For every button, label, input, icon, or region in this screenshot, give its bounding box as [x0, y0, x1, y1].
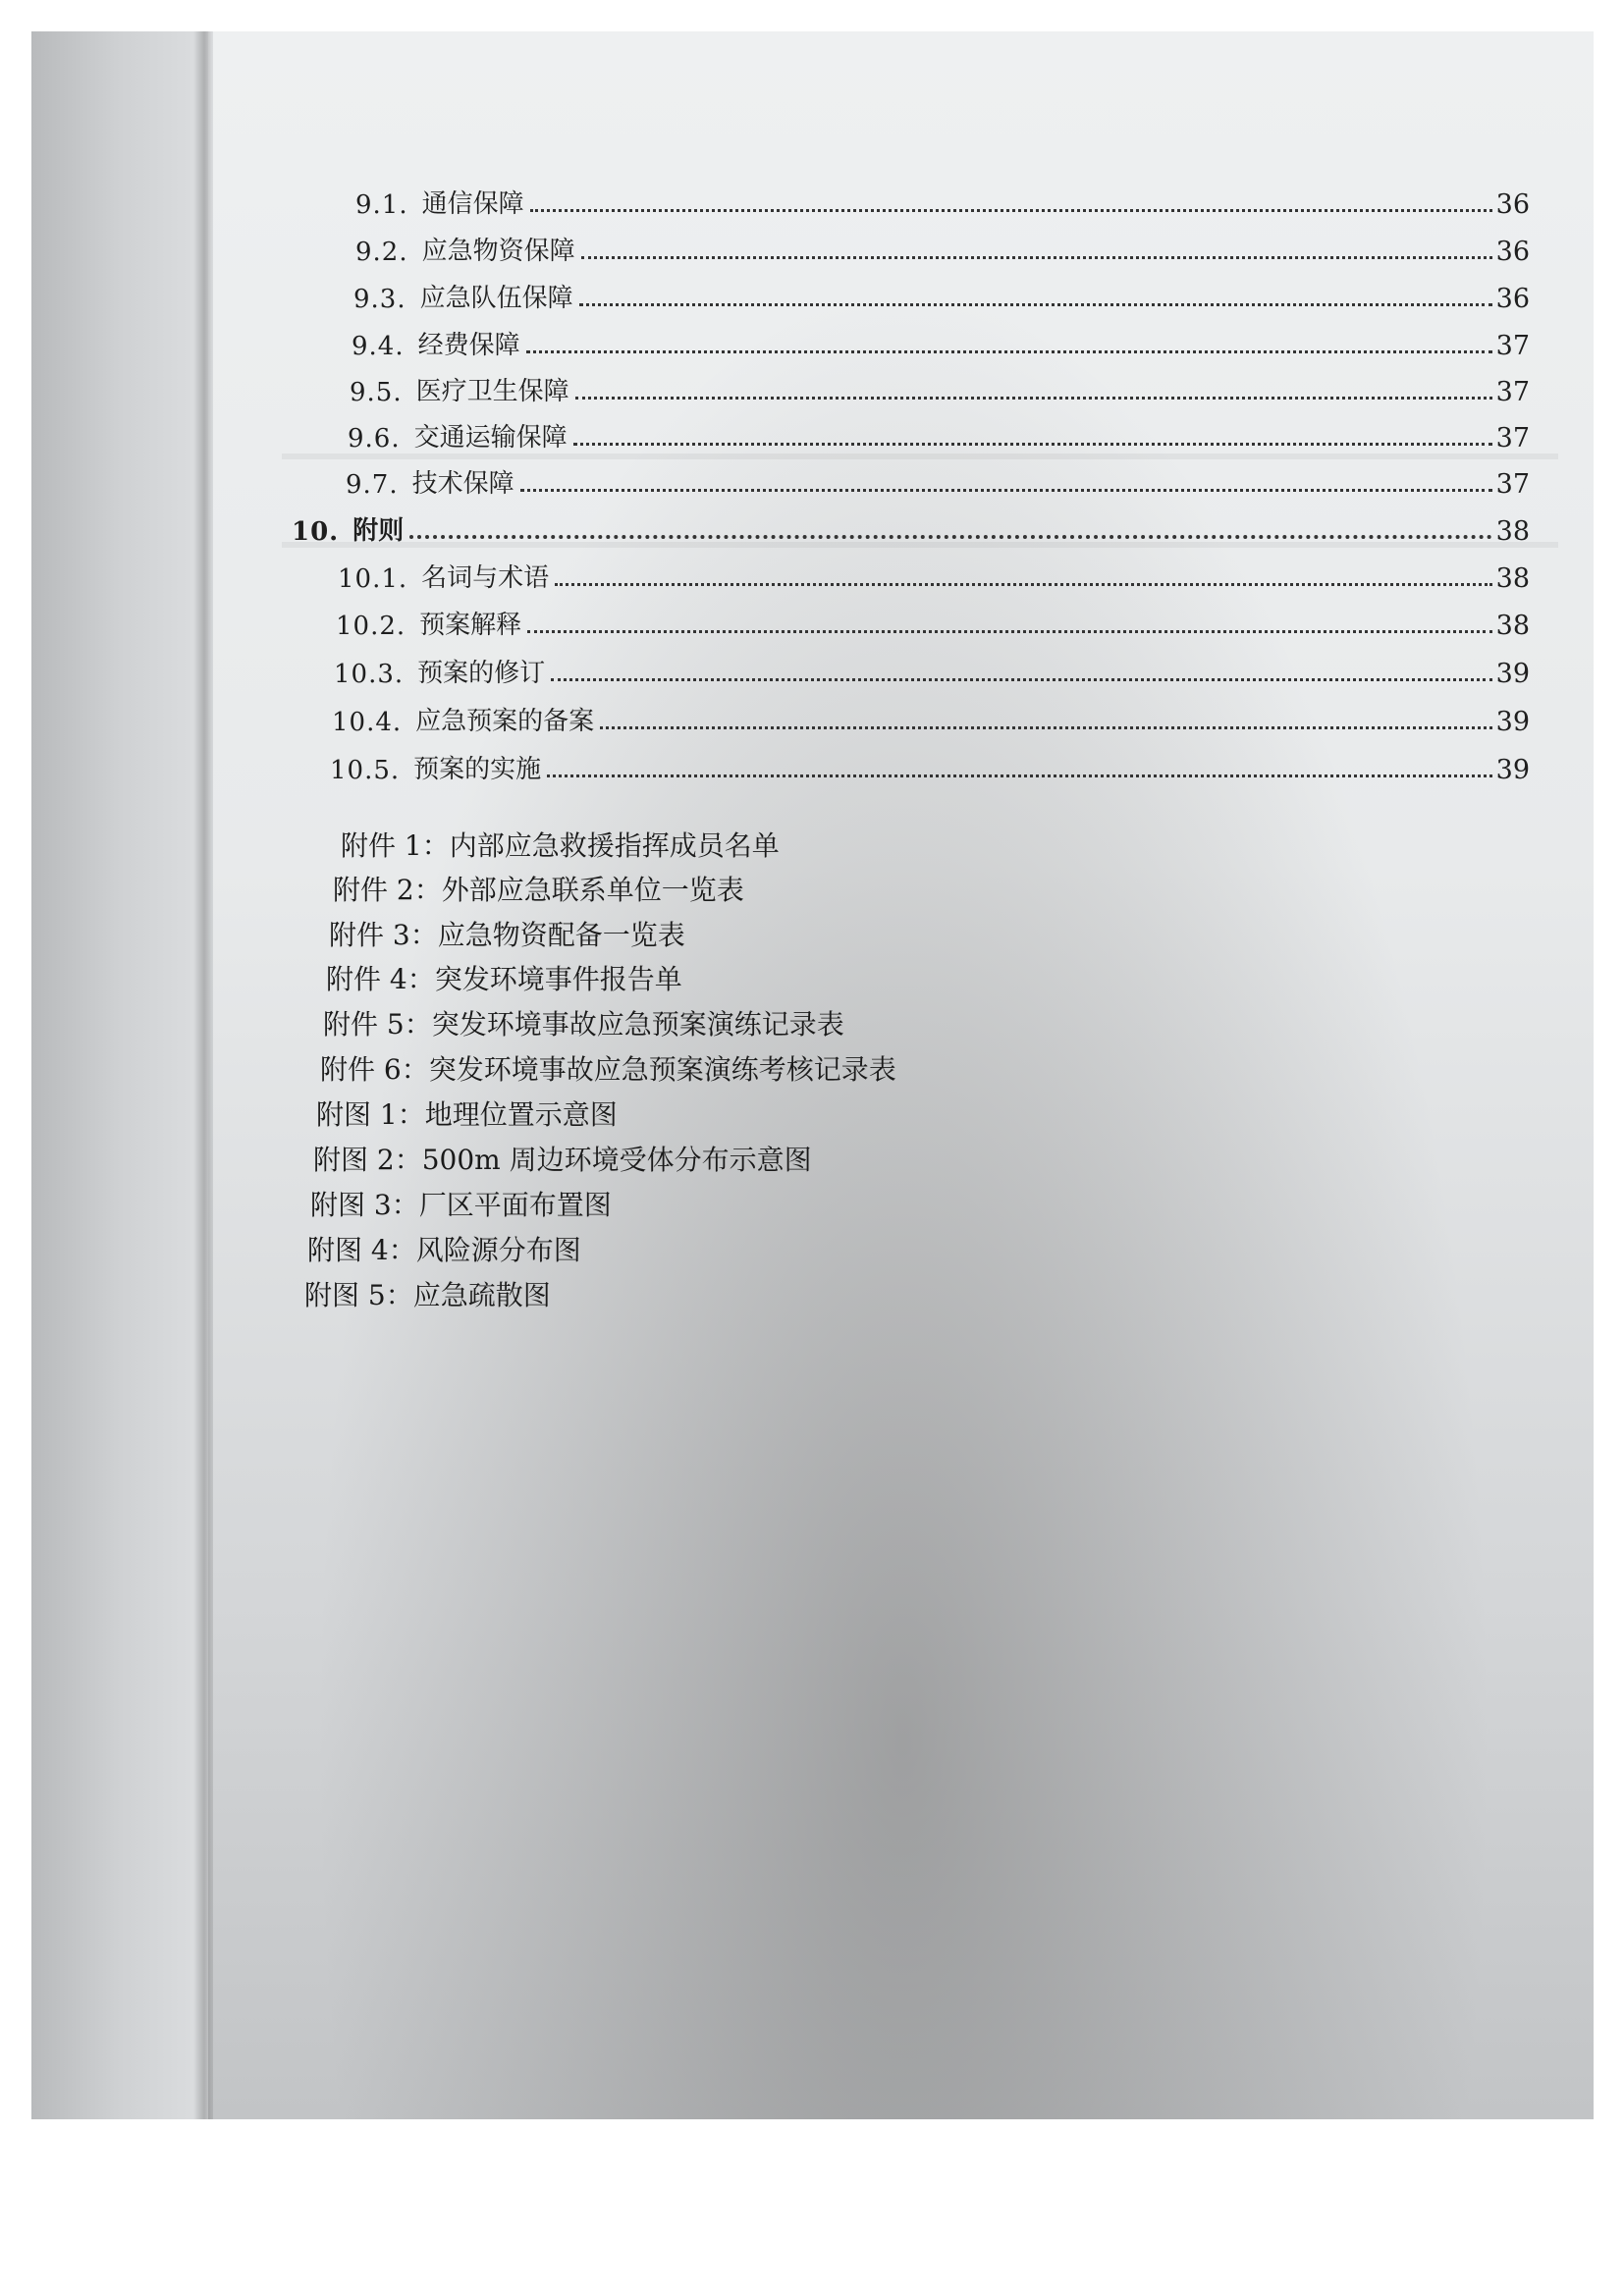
toc-title: 通信保障: [421, 189, 524, 219]
figure-item: 附图 2：500m 周边环境受体分布示意图: [313, 1144, 812, 1176]
toc-number: 9.6.: [348, 424, 401, 454]
toc-entry: [330, 746, 1530, 785]
attachment-item: 附件 6：突发环境事故应急预案演练考核记录表: [320, 1053, 896, 1086]
attachment-item: 附件 5：突发环境事故应急预案演练记录表: [323, 1008, 844, 1041]
attachment-item: 附件 1：内部应急救援指挥成员名单: [341, 829, 780, 862]
toc-number: 10.5.: [330, 756, 401, 785]
toc-entry: [353, 275, 1530, 314]
figure-item: 附图 4：风险源分布图: [307, 1234, 581, 1266]
toc-title: 附则: [352, 516, 405, 546]
toc-page: 37: [1495, 331, 1530, 361]
page-edge-shadow: [193, 31, 215, 2119]
toc-page: 36: [1495, 237, 1530, 267]
toc-number: 10.1.: [338, 564, 408, 594]
toc-page: 39: [1495, 755, 1530, 785]
toc-title: 名词与术语: [421, 563, 550, 593]
attachment-item: 附件 3：应急物资配备一览表: [329, 919, 685, 951]
figure-item: 附图 3：厂区平面布置图: [310, 1189, 612, 1221]
toc-title: 预案解释: [419, 611, 522, 640]
toc-number: 9.4.: [352, 332, 405, 361]
toc-title: 应急预案的备案: [415, 707, 595, 736]
toc-leader: [526, 350, 1492, 353]
toc-number: 10.2.: [336, 612, 406, 641]
figure-item: 附图 1：地理位置示意图: [316, 1098, 618, 1131]
toc-entry: [346, 460, 1530, 500]
toc-title: 预案的实施: [413, 755, 542, 784]
toc-entry: [332, 698, 1530, 737]
attachment-item: 附件 2：外部应急联系单位一览表: [333, 874, 744, 906]
toc-leader: [527, 630, 1491, 633]
toc-leader: [409, 535, 1491, 539]
binding-spine: [31, 31, 208, 2119]
toc-title: 技术保障: [411, 469, 514, 499]
toc-entry: [355, 228, 1530, 267]
toc-page: 36: [1495, 284, 1530, 314]
toc-leader: [520, 489, 1492, 492]
toc-page: 37: [1495, 377, 1530, 407]
toc-leader: [555, 583, 1491, 586]
toc-title: 应急物资保障: [421, 237, 575, 266]
toc-leader: [600, 726, 1491, 729]
toc-page: 36: [1495, 189, 1530, 220]
toc-number: 9.7.: [346, 470, 399, 500]
toc-number: 10.3.: [334, 660, 405, 689]
toc-entry: [350, 368, 1530, 407]
toc-leader: [551, 678, 1491, 681]
toc-number: 9.1.: [355, 190, 408, 220]
toc-entry: [355, 181, 1530, 220]
toc-leader: [530, 209, 1492, 212]
toc-number: 9.5.: [350, 378, 403, 407]
toc-entry: [334, 650, 1530, 689]
toc-page: 37: [1495, 469, 1530, 500]
table-of-contents: [213, 31, 1594, 2119]
toc-leader: [575, 397, 1492, 400]
toc-leader: [547, 774, 1491, 777]
toc-leader: [581, 256, 1492, 259]
toc-title: 医疗卫生保障: [415, 377, 569, 406]
attachment-item: 附件 4：突发环境事件报告单: [326, 963, 682, 995]
toc-page: 39: [1495, 659, 1530, 689]
toc-title: 应急队伍保障: [419, 284, 573, 313]
toc-chapter: [292, 507, 1530, 547]
toc-entry: [336, 602, 1530, 641]
toc-number: 10.: [292, 517, 340, 547]
toc-number: 9.2.: [355, 238, 408, 267]
document-sheet: [213, 31, 1594, 2119]
toc-leader: [573, 443, 1492, 446]
toc-title: 预案的修订: [417, 659, 546, 688]
toc-page: 38: [1495, 516, 1530, 547]
toc-number: 9.3.: [353, 285, 406, 314]
toc-title: 交通运输保障: [413, 423, 568, 453]
toc-entry: [352, 322, 1530, 361]
toc-page: 39: [1495, 707, 1530, 737]
toc-entry: [338, 555, 1530, 594]
toc-page: 37: [1495, 423, 1530, 454]
toc-leader: [579, 303, 1492, 306]
toc-number: 10.4.: [332, 708, 403, 737]
toc-page: 38: [1495, 611, 1530, 641]
document-photo: [31, 31, 1594, 2119]
toc-title: 经费保障: [417, 331, 520, 360]
figure-item: 附图 5：应急疏散图: [304, 1279, 551, 1311]
toc-entry: [348, 414, 1530, 454]
toc-page: 38: [1495, 563, 1530, 594]
